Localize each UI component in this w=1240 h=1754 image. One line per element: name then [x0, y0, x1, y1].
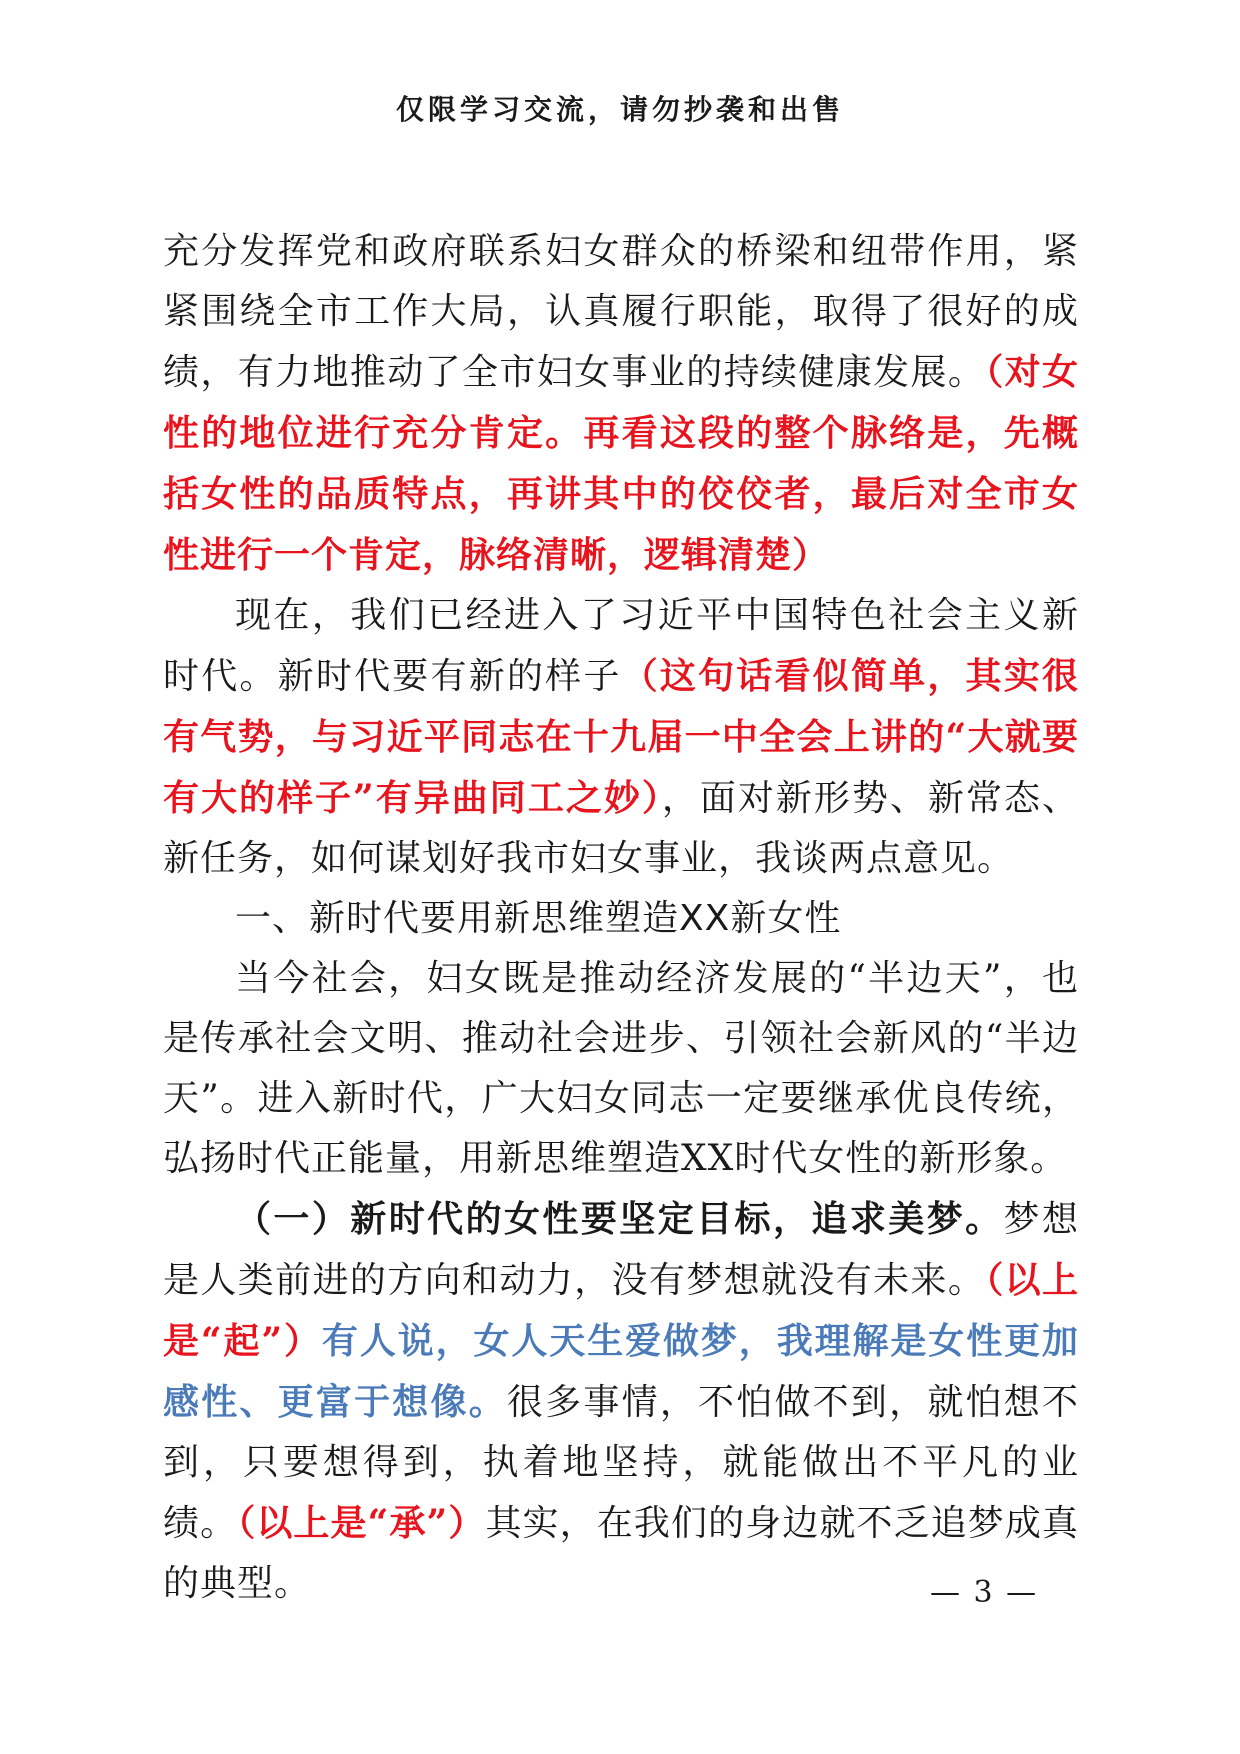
annotation-note-2: （这句话看似简单，其实很有气势，与习近平同志在十九届一中全会上讲的“大就要有大的样子”有异曲同工之妙） [163, 655, 1079, 819]
section-heading-1: 一、新时代要用新思维塑造XX新女性 [235, 898, 842, 939]
header-notice: 仅限学习交流，请勿抄袭和出售 [395, 93, 844, 126]
paragraph-1 [163, 222, 1079, 586]
paragraph-2 [163, 586, 1079, 889]
paragraph-2-text-b: ，面对新形势、新常态、新任务，如何谋划好我市妇女事业，我谈两点意见。 [163, 778, 1079, 879]
subheading-1: （一）新时代的女性要坚定目标，追求美梦。 [235, 1198, 1004, 1240]
paragraph-3: 当今社会，妇女既是推动经济发展的“半边天”，也是传承社会文明、推动社会进步、引领社会新风的“半边天”。进入新时代，广大妇女同志一定要继承优良传统，弘扬时代正能量，用新思维塑造XX时代女性的新形象。 [163, 958, 1079, 1179]
paragraph-4-text-b: 很多事情，不怕做不到，就怕想不到，只要想得到，执着地坚持，就能做出不平凡的业绩。 [163, 1382, 1079, 1544]
paragraph-4-text-a: 梦想是人类前进的方向和动力，没有梦想就没有未来。 [163, 1199, 1079, 1301]
highlighted-sentence: 有人说，女人天生爱做梦，我理解是女性更加感性、更富于想像。 [163, 1320, 1079, 1423]
annotation-note-1: （对女性的地位进行充分肯定。再看这段的整个脉络是，先概括女性的品质特点，再讲其中的佼佼者，最后对全市女性进行一个肯定，脉络清晰，逻辑清楚） [163, 351, 1079, 576]
paragraph-4 [163, 1189, 1079, 1614]
page-number: — 3 — [930, 1575, 1039, 1610]
paragraph-4-text-c: 其实，在我们的身边就不乏追梦成真的典型。 [163, 1503, 1079, 1604]
annotation-note-4: （以上是“承”） [237, 1502, 486, 1544]
document-body [163, 222, 1079, 1614]
paragraph-1-text: 充分发挥党和政府联系妇女群众的桥梁和纽带作用，紧紧围绕全市工作大局，认真履行职能，取得了很好的成绩，有力地推动了全市妇女事业的持续健康发展。 [163, 231, 1079, 393]
annotation-note-3: （以上是“起”） [163, 1259, 1079, 1362]
paragraph-2-text-a: 现在，我们已经进入了习近平中国特色社会主义新时代。新时代要有新的样子 [163, 595, 1079, 697]
